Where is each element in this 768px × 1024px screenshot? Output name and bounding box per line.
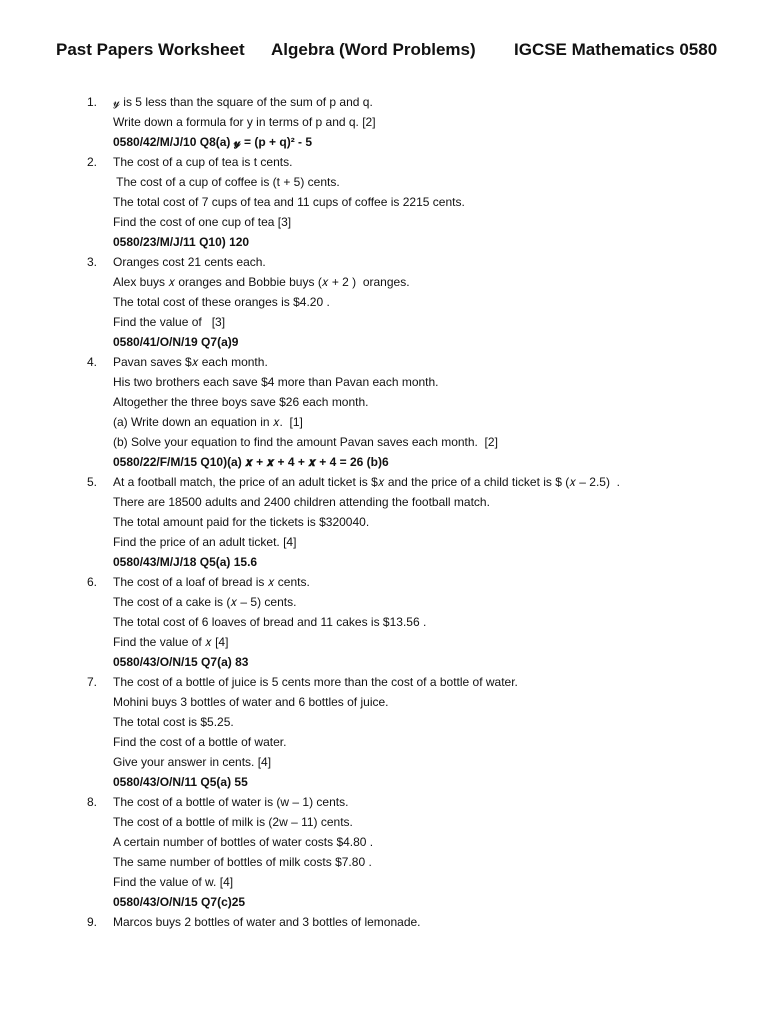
question-item (0, 912, 768, 932)
question-text-line: Mohini buys 3 bottles of water and 6 bottles of juice. (113, 695, 389, 709)
question-text-line: Altogether the three boys save $26 each month. (113, 395, 369, 409)
header-topic: Algebra (Word Problems) (271, 40, 476, 59)
question-text-line: The cost of a cup of tea is t cents. (113, 155, 293, 169)
question-text-line: Alex buys 𝑥 oranges and Bobbie buys (𝑥 + 2 ) oranges. (113, 275, 410, 289)
question-text-line: (b) Solve your equation to find the amount Pavan saves each month. [2] (113, 435, 498, 449)
question-body (113, 352, 768, 472)
question-text-line: The total cost of 7 cups of tea and 11 cups of coffee is 2215 cents. (113, 195, 465, 209)
question-text-line: The same number of bottles of milk costs $7.80 . (113, 855, 372, 869)
answer-reference: 0580/43/O/N/11 Q5(a) 55 (113, 775, 248, 789)
question-text-line: Find the cost of a bottle of water. (113, 735, 287, 749)
question-text-line: The total amount paid for the tickets is $320040. (113, 515, 370, 529)
answer-reference: 0580/41/O/N/19 Q7(a)9 (113, 335, 239, 349)
question-item (0, 792, 768, 912)
question-number: 5. (87, 475, 98, 489)
answer-reference: 0580/22/F/M/15 Q10)(a) 𝒙 + 𝒙 + 4 + 𝒙 + 4 = 26 (b)6 (113, 455, 389, 469)
question-list (0, 92, 768, 932)
worksheet-header (56, 40, 728, 66)
question-text-line: Oranges cost 21 cents each. (113, 255, 266, 269)
question-number: 2. (87, 155, 98, 169)
question-text-line: Find the cost of one cup of tea [3] (113, 215, 292, 229)
answer-reference: 0580/43/M/J/18 Q5(a) 15.6 (113, 555, 258, 569)
question-text-line: 𝓎 is 5 less than the square of the sum of p and q. (113, 95, 373, 109)
question-body (113, 672, 768, 792)
question-body (113, 252, 768, 352)
question-text-line: The cost of a cup of coffee is (t + 5) cents. (113, 175, 340, 189)
question-item (0, 352, 768, 472)
question-text-line: Give your answer in cents. [4] (113, 755, 272, 769)
question-body (113, 92, 768, 152)
question-text-line: Pavan saves $𝑥 each month. (113, 355, 268, 369)
question-text-line: Find the value of 𝑥 [4] (113, 635, 229, 649)
question-text-line: The cost of a cake is (𝑥 – 5) cents. (113, 595, 297, 609)
question-text-line: Find the value of [3] (113, 315, 226, 329)
question-text-line: A certain number of bottles of water costs $4.80 . (113, 835, 374, 849)
question-body (113, 152, 768, 252)
question-text-line: (a) Write down an equation in 𝑥. [1] (113, 415, 303, 429)
question-text-line: Write down a formula for y in terms of p and q. [2] (113, 115, 376, 129)
question-text-line: Find the value of w. [4] (113, 875, 234, 889)
question-text-line: The total cost of 6 loaves of bread and 11 cakes is $13.56 . (113, 615, 427, 629)
question-item (0, 92, 768, 152)
question-number: 4. (87, 355, 98, 369)
question-item (0, 252, 768, 352)
question-text-line: There are 18500 adults and 2400 children attending the football match. (113, 495, 490, 509)
question-text-line: At a football match, the price of an adult ticket is $𝑥 and the price of a child ticket is $ (𝑥 – 2.5) . (113, 475, 620, 489)
question-item (0, 152, 768, 252)
answer-reference: 0580/23/M/J/11 Q10) 120 (113, 235, 250, 249)
question-text-line: Marcos buys 2 bottles of water and 3 bottles of lemonade. (113, 915, 421, 929)
answer-reference: 0580/43/O/N/15 Q7(c)25 (113, 895, 246, 909)
question-text-line: The cost of a bottle of milk is (2w – 11) cents. (113, 815, 353, 829)
answer-reference: 0580/43/O/N/15 Q7(a) 83 (113, 655, 249, 669)
question-number: 1. (87, 95, 98, 109)
question-number: 8. (87, 795, 98, 809)
question-body (113, 912, 768, 932)
question-number: 6. (87, 575, 98, 589)
question-item (0, 472, 768, 572)
question-text-line: The cost of a loaf of bread is 𝑥 cents. (113, 575, 310, 589)
question-item (0, 672, 768, 792)
question-item (0, 572, 768, 672)
header-title: Past Papers Worksheet (56, 40, 245, 59)
question-text-line: The cost of a bottle of juice is 5 cents more than the cost of a bottle of water. (113, 675, 518, 689)
answer-reference: 0580/42/M/J/10 Q8(a) 𝓎 = (p + q)² - 5 (113, 135, 313, 149)
question-text-line: The cost of a bottle of water is (w – 1) cents. (113, 795, 349, 809)
question-number: 7. (87, 675, 98, 689)
header-course: IGCSE Mathematics 0580 (514, 40, 718, 59)
question-text-line: Find the price of an adult ticket. [4] (113, 535, 297, 549)
question-text-line: His two brothers each save $4 more than Pavan each month. (113, 375, 439, 389)
question-body (113, 792, 768, 912)
question-body (113, 572, 768, 672)
question-text-line: The total cost of these oranges is $4.20 . (113, 295, 330, 309)
question-number: 9. (87, 915, 98, 929)
question-body (113, 472, 768, 572)
question-text-line: The total cost is $5.25. (113, 715, 234, 729)
question-number: 3. (87, 255, 98, 269)
